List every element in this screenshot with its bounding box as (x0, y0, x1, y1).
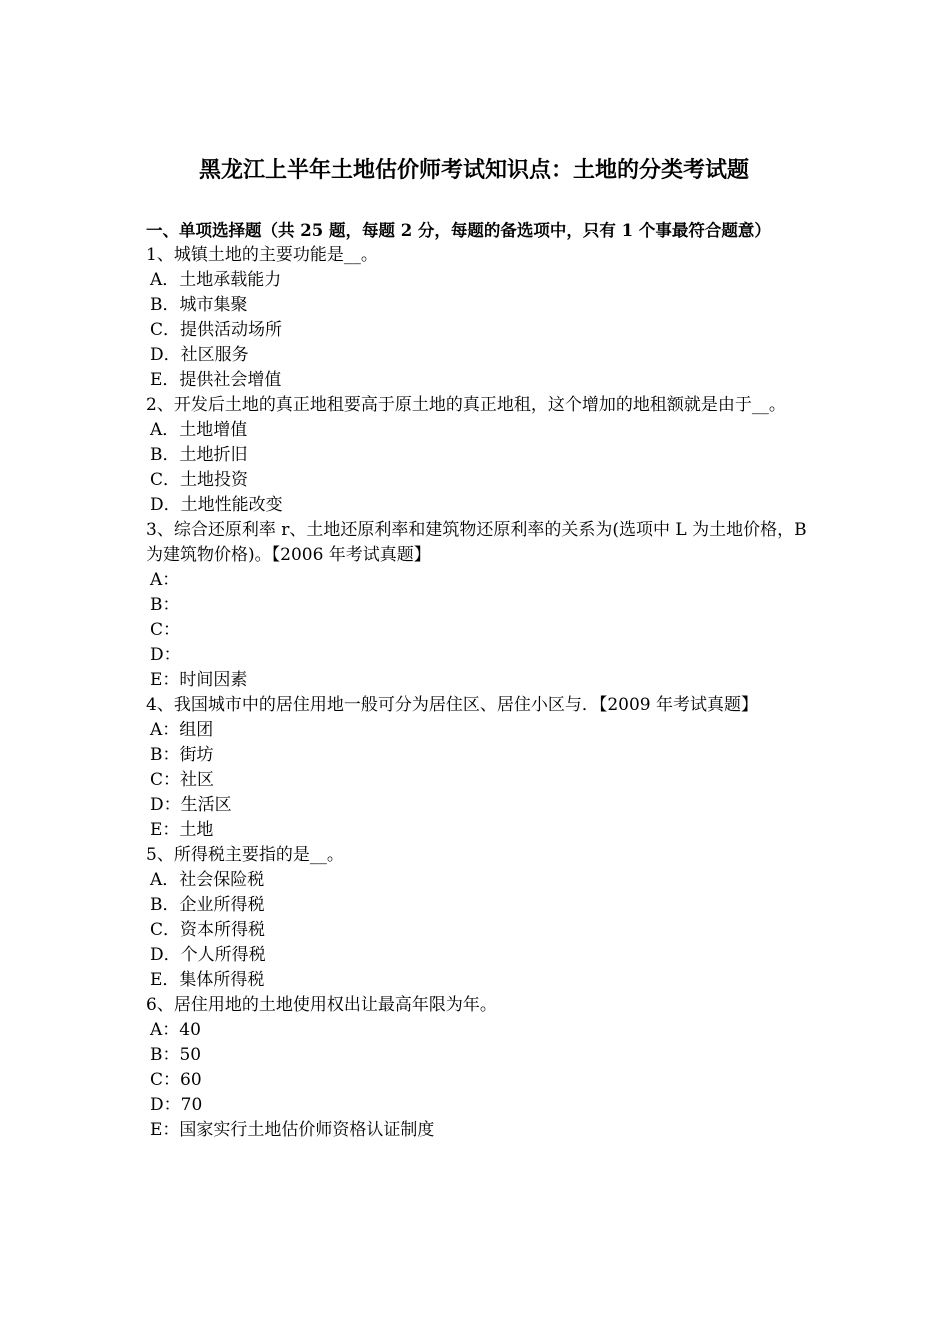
question-3 (146, 518, 810, 693)
option-b: B：50 (150, 1045, 202, 1065)
option-b: B： (150, 595, 180, 615)
option-e: E．集体所得税 (150, 970, 265, 990)
option-c: C：社区 (150, 770, 215, 790)
option-a: A： (150, 570, 180, 590)
option-a: A．土地承载能力 (150, 270, 282, 290)
question-stem: 5、所得税主要指的是__。 (146, 845, 344, 865)
question-2 (146, 393, 810, 518)
option-a: A：组团 (150, 720, 214, 740)
option-e: E：国家实行土地估价师资格认证制度 (150, 1120, 435, 1140)
option-d: D．个人所得税 (150, 945, 266, 965)
question-1 (146, 243, 810, 393)
option-d: D．土地性能改变 (150, 495, 283, 515)
option-d: D： (150, 645, 181, 665)
option-e: E：时间因素 (150, 670, 248, 690)
section-heading: 一、单项选择题（共 25 题，每题 2 分，每题的备选项中，只有 1 个事最符合题意） (146, 221, 771, 240)
question-stem: 6、居住用地的土地使用权出让最高年限为年。 (146, 995, 497, 1015)
option-c: C：60 (150, 1070, 202, 1090)
question-stem: 3、综合还原利率 r、土地还原利率和建筑物还原利率的关系为(选项中 L 为土地价格，B 为建筑物价格)。【2006 年考试真题】 (146, 520, 807, 565)
option-c: C．土地投资 (150, 470, 249, 490)
question-6 (146, 993, 810, 1143)
document-title: 黑龙江上半年土地估价师考试知识点：土地的分类考试题 (198, 157, 749, 183)
option-c: C．资本所得税 (150, 920, 266, 940)
option-b: B．企业所得税 (150, 895, 265, 915)
question-5 (146, 843, 810, 993)
option-c: C： (150, 620, 181, 640)
question-stem: 4、我国城市中的居住用地一般可分为居住区、居住小区与．【2009 年考试真题】 (146, 695, 758, 715)
option-a: A：40 (150, 1020, 201, 1040)
option-d: D：生活区 (150, 795, 232, 815)
option-b: B．土地折旧 (150, 445, 248, 465)
option-d: D．社区服务 (150, 345, 249, 365)
option-e: E．提供社会增值 (150, 370, 282, 390)
option-a: A．土地增值 (150, 420, 248, 440)
question-4 (146, 693, 810, 843)
option-a: A．社会保险税 (150, 870, 265, 890)
option-b: B．城市集聚 (150, 295, 248, 315)
option-b: B：街坊 (150, 745, 214, 765)
option-c: C．提供活动场所 (150, 320, 283, 340)
question-stem: 2、开发后土地的真正地租要高于原土地的真正地租，这个增加的地租额就是由于__。 (146, 395, 786, 415)
question-stem: 1、城镇土地的主要功能是__。 (146, 245, 378, 265)
option-e: E：土地 (150, 820, 214, 840)
option-d: D：70 (150, 1095, 203, 1115)
document-page (146, 150, 810, 1143)
